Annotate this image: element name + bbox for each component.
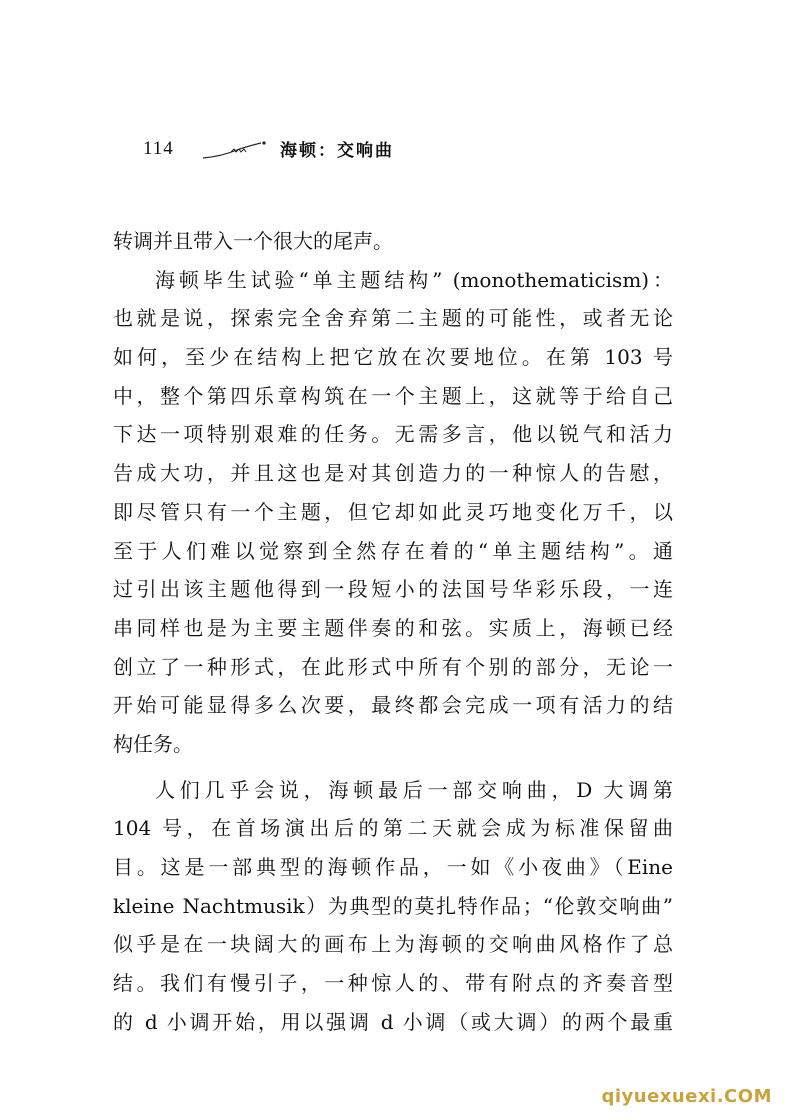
text-line: 串同样也是为主要主题伴奏的和弦。实质上，海顿已经 bbox=[113, 615, 673, 640]
text-line: 海顿毕生试验“单主题结构” (monothematicism)： bbox=[155, 267, 673, 292]
text-line: 104 号，在首场演出后的第二天就会成为标准保留曲 bbox=[113, 816, 673, 841]
text-line: 开始可能显得多么次要，最终都会完成一项有活力的结 bbox=[113, 693, 673, 718]
text-line: 创立了一种形式，在此形式中所有个别的部分，无论一 bbox=[113, 654, 673, 679]
text-line: 过引出该主题他得到一段短小的法国号华彩乐段，一连 bbox=[113, 577, 673, 602]
text-line: 人们几乎会说，海顿最后一部交响曲，D 大调第 bbox=[155, 777, 673, 802]
text-line: 即尽管只有一个主题，但它却如此灵巧地变化万千，以 bbox=[113, 499, 673, 524]
text-line: 目。这是一部典型的海顿作品，一如《小夜曲》（Eine bbox=[113, 855, 673, 879]
text-line: kleine Nachtmusik）为典型的莫扎特作品；“伦敦交响曲” bbox=[113, 893, 673, 918]
page-number: 114 bbox=[143, 138, 174, 159]
text-line: 构任务。 bbox=[113, 731, 193, 756]
text-line: 结。我们有慢引子，一种惊人的、带有附点的齐奏音型 bbox=[113, 971, 673, 996]
text-line: 也就是说，探索完全舍弃第二主题的可能性，或者无论 bbox=[113, 306, 673, 331]
text-line: 下达一项特别艰难的任务。无需多言，他以锐气和活力 bbox=[113, 422, 673, 447]
body-text bbox=[113, 222, 673, 1041]
watermark: qiyuexuexi.COM bbox=[601, 1086, 772, 1107]
running-title: 海顿：交响曲 bbox=[280, 141, 394, 161]
text-line: 的 d 小调开始，用以强调 d 小调（或大调）的两个最重 bbox=[113, 1009, 673, 1034]
text-line: 告成大功，并且这也是对其创造力的一种惊人的告慰， bbox=[113, 461, 673, 486]
text-line: 转调并且带入一个很大的尾声。 bbox=[113, 229, 393, 253]
text-line: 至于人们难以觉察到全然存在着的“单主题结构”。通 bbox=[113, 538, 673, 563]
text-line: 中，整个第四乐章构筑在一个主题上，这就等于给自己 bbox=[113, 383, 673, 408]
ornament-flourish-icon bbox=[201, 140, 271, 162]
text-line: 如何，至少在结构上把它放在次要地位。在第 103 号 bbox=[113, 345, 673, 370]
paragraph-gap bbox=[113, 764, 673, 771]
text-line: 似乎是在一块阔大的画布上为海顿的交响曲风格作了总 bbox=[113, 932, 673, 957]
